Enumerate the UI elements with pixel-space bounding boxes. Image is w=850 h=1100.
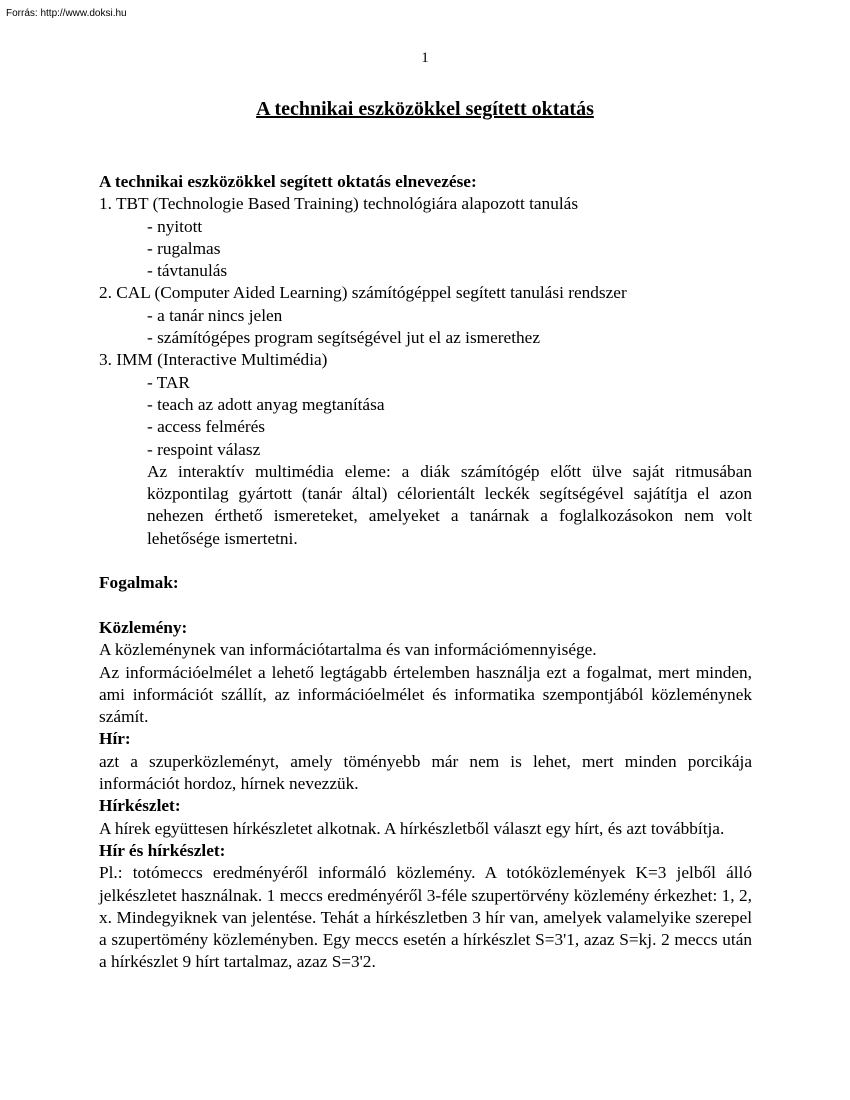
document-body [99, 171, 752, 974]
sub-item: - a tanár nincs jelen [147, 305, 283, 325]
list-item-imm: 3. IMM (Interactive Multimédia) [99, 350, 328, 370]
source-note: Forrás: http://www.doksi.hu [6, 8, 127, 19]
kozlemeny-line: A közleménynek van információtartalma és van információmennyisége. [99, 640, 597, 660]
page-number: 1 [421, 50, 429, 66]
imm-paragraph: Az interaktív multimédia eleme: a diák számítógép előtt ülve saját ritmusában központilag gyártott (tanár által) célorientált leckék segítségével sajátítja el azon nehezen érthető ismereteket, amelyeket a tanárnak a foglalkozásokon nem volt lehetősége ismertetni. [147, 461, 752, 548]
sub-item: - számítógépes program segítségével jut el az ismerethez [147, 328, 540, 348]
sub-item: - access felmérés [147, 417, 266, 437]
hir-heading: Hír: [99, 729, 131, 749]
page-title: A technikai eszközökkel segített oktatás [256, 98, 594, 120]
sub-item: - rugalmas [147, 238, 221, 258]
sub-item: - távtanulás [147, 261, 228, 281]
sub-item: - TAR [147, 372, 190, 392]
hirkeszlet-heading: Hírkészlet: [99, 796, 181, 816]
hir-es-hirkeszlet-heading: Hír és hírkészlet: [99, 840, 226, 860]
hir-es-hirkeszlet-paragraph: Pl.: totómeccs eredményéről informáló közlemény. A totóközlemények K=3 jelből álló jelkészletet használnak. 1 meccs eredményéről 3-féle szupertörvény közlemény érkezhet: 1, 2, x. Mindegyiknek van jelentése. Tehát a hírkészletben 3 hír van, amelyek valamelyike szerepel a szupertömény közleményben. Egy meccs esetén a hírkészlet S=3'1, azaz S=kj. 2 meccs után a hírkészlet 9 hírt tartalmaz, azaz S=3'2. [99, 863, 752, 972]
kozlemeny-paragraph: Az információelmélet a lehető legtágabb értelemben használja ezt a fogalmat, mert minden, ami információt szállít, az információelmélet és informatika szempontjából közleménynek számít. [99, 662, 752, 727]
list-item-cal: 2. CAL (Computer Aided Learning) számítógéppel segített tanulási rendszer [99, 283, 627, 303]
sub-item: - respoint válasz [147, 439, 261, 459]
list-item-tbt: 1. TBT (Technologie Based Training) technológiára alapozott tanulás [99, 194, 579, 214]
fogalmak-heading: Fogalmak: [99, 573, 179, 593]
kozlemeny-heading: Közlemény: [99, 617, 188, 637]
sub-item: - nyitott [147, 216, 203, 236]
hir-paragraph: azt a szuperközleményt, amely töményebb már nem is lehet, mert minden porcikája információt hordoz, hírnek nevezzük. [99, 751, 752, 794]
section-heading: A technikai eszközökkel segített oktatás elnevezése: [99, 172, 477, 191]
sub-item: - teach az adott anyag megtanítása [147, 394, 385, 414]
hirkeszlet-paragraph: A hírek együttesen hírkészletet alkotnak. A hírkészletből választ egy hírt, és azt továbbítja. [99, 818, 725, 838]
